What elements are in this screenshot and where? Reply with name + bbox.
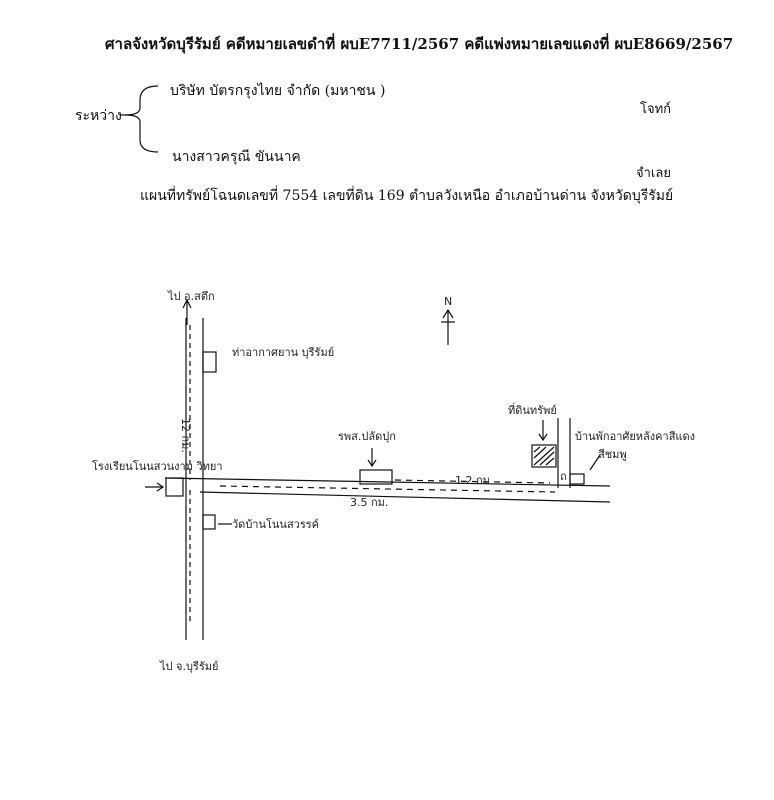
fence-label: บ้านพักอาศัยหลังคาสีแดง bbox=[575, 430, 696, 443]
hospital-label: รพส.ปลัดปุก bbox=[338, 430, 396, 443]
defendant-name: นางสาวครุณี ขันนาค bbox=[172, 149, 301, 165]
school-building bbox=[145, 478, 183, 496]
pink-label: สีชมพู bbox=[598, 448, 627, 461]
north-arrow bbox=[441, 310, 455, 345]
temple-label: วัดบ้านโนนสวรรค์ bbox=[232, 518, 320, 531]
document-title: ศาลจังหวัดบุรีรัมย์ คดีหมายเลขดำที่ ผบE7711/2567 คดีแพ่งหมายเลขแดงที่ ผบE8669/2567 bbox=[105, 35, 734, 53]
north-mark: N bbox=[444, 295, 453, 308]
temple-building bbox=[203, 515, 232, 529]
north-road-arrow bbox=[183, 300, 191, 325]
between-label: ระหว่าง bbox=[75, 108, 122, 124]
small-label: ถ bbox=[560, 470, 567, 483]
school-label: โรงเรียนโนนสวนงาม วิทยา bbox=[92, 460, 223, 473]
road-distance-label: 3.5 กม. bbox=[350, 496, 389, 509]
hospital-building bbox=[360, 448, 392, 484]
target-land-label: ที่ดินทรัพย์ bbox=[508, 404, 557, 417]
defendant-role: จำเลย bbox=[636, 166, 671, 181]
plaintiff-name: บริษัท บัตรกรุงไทย จำกัด (มหาชน ) bbox=[170, 83, 386, 99]
to-north-label: ไป อ.สตึก bbox=[168, 290, 215, 303]
road-distance-2-label: 1.2 กม bbox=[455, 474, 490, 487]
vertical-distance-label: 12 กม. bbox=[179, 418, 192, 453]
map-description: แผนที่ทรัพย์โฉนดเลขที่ 7554 เลขที่ดิน 169 ตำบลวังเหนือ อำเภอบ้านด่าน จังหวัดบุรีรัมย์ bbox=[140, 188, 674, 204]
plaintiff-role: โจทก์ bbox=[640, 102, 672, 117]
airport-label: ท่าอากาศยาน บุรีรัมย์ bbox=[232, 346, 335, 359]
airport-building bbox=[203, 352, 216, 372]
to-south-label: ไป จ.บุรีรัมย์ bbox=[160, 660, 219, 673]
